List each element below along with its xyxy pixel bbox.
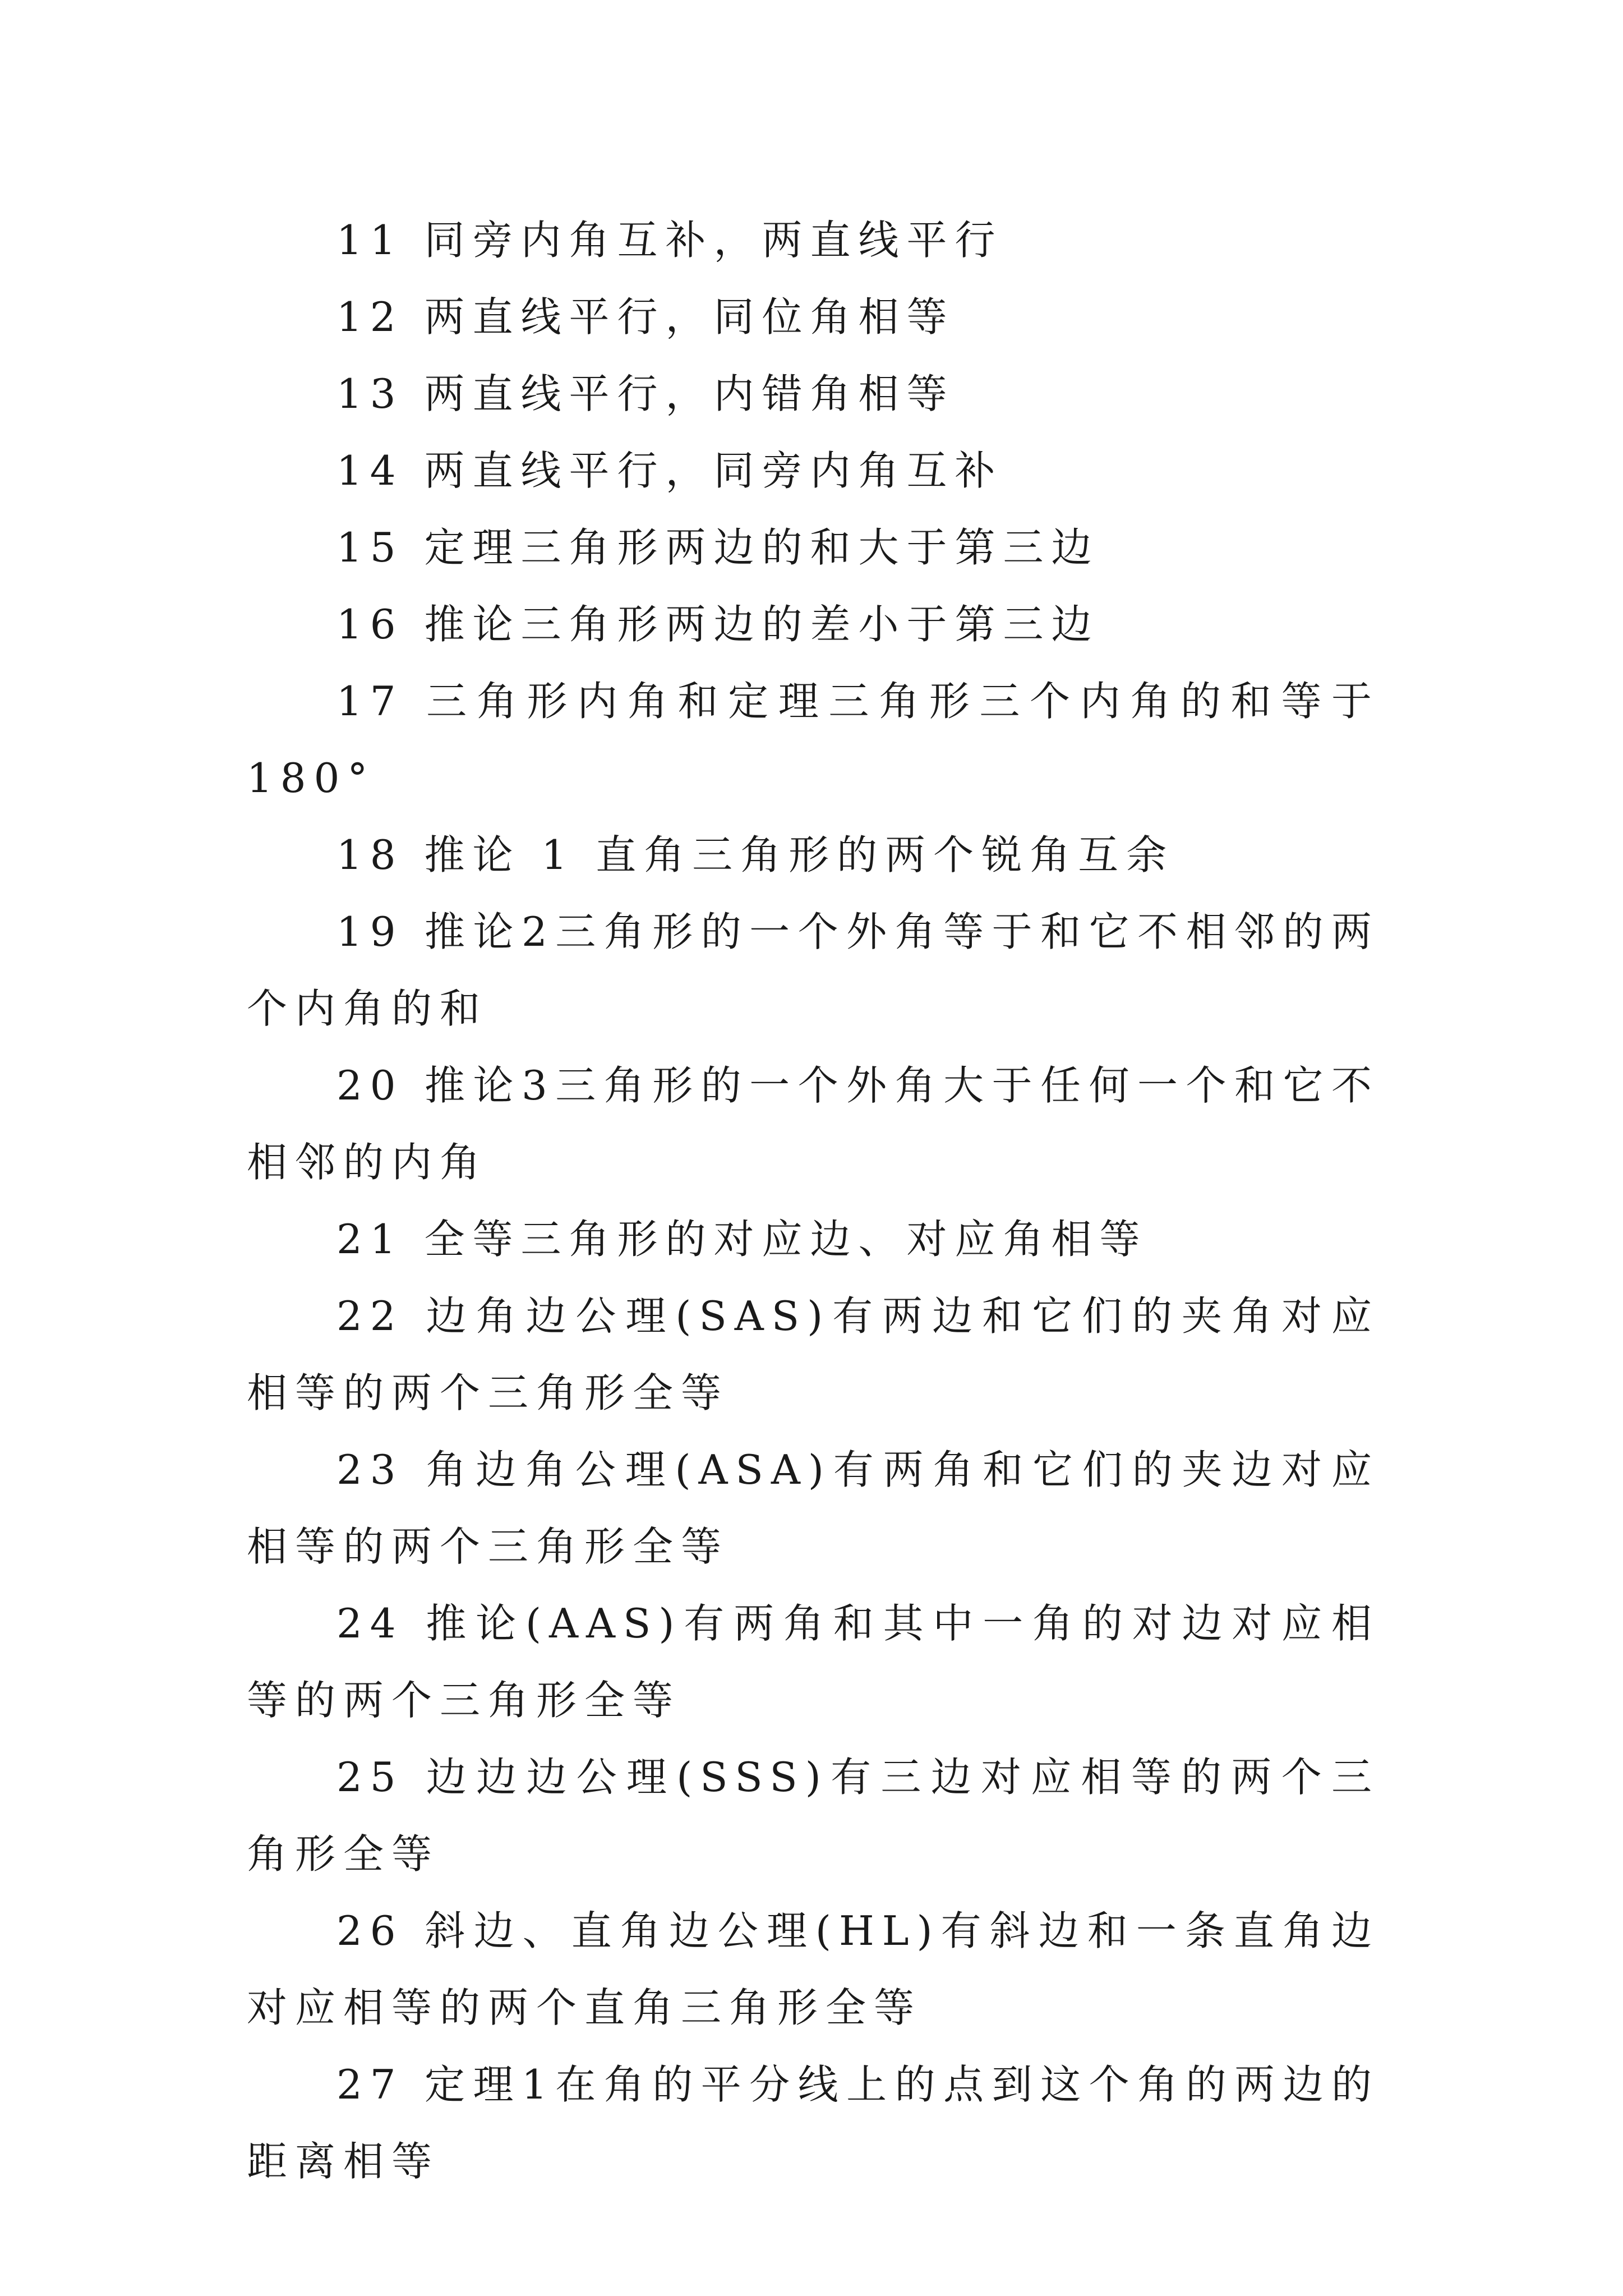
paragraph-13: 13 两直线平行，内错角相等: [336, 370, 955, 417]
paragraph-17: 17 三角形内角和定理三角形三个内角的和等于 180°: [247, 678, 1380, 802]
document-body: [247, 202, 1380, 2200]
paragraph-14: 14 两直线平行，同旁内角互补: [336, 447, 1003, 494]
paragraph-19: 19 推论2三角形的一个外角等于和它不相邻的两个内角的和: [247, 908, 1380, 1032]
paragraph-15: 15 定理三角形两边的和大于第三边: [336, 524, 1100, 571]
paragraph-22: 22 边角边公理(SAS)有两边和它们的夹角对应相等的两个三角形全等: [247, 1292, 1380, 1416]
paragraph-12: 12 两直线平行，同位角相等: [336, 293, 955, 341]
paragraph-25: 25 边边边公理(SSS)有三边对应相等的两个三角形全等: [247, 1754, 1380, 1878]
paragraph-16: 16 推论三角形两边的差小于第三边: [336, 601, 1100, 648]
paragraph-24: 24 推论(AAS)有两角和其中一角的对边对应相等的两个三角形全等: [247, 1600, 1380, 1724]
paragraph-27: 27 定理1在角的平分线上的点到这个角的两边的距离相等: [247, 2061, 1380, 2185]
paragraph-26: 26 斜边、直角边公理(HL)有斜边和一条直角边对应相等的两个直角三角形全等: [247, 1907, 1380, 2031]
paragraph-11: 11 同旁内角互补，两直线平行: [336, 217, 1003, 264]
paragraph-18: 18 推论 1 直角三角形的两个锐角互余: [336, 831, 1175, 878]
paragraph-23: 23 角边角公理(ASA)有两角和它们的夹边对应相等的两个三角形全等: [247, 1446, 1380, 1570]
paragraph-20: 20 推论3三角形的一个外角大于任何一个和它不相邻的内角: [247, 1062, 1380, 1186]
paragraph-21: 21 全等三角形的对应边、对应角相等: [336, 1216, 1148, 1263]
